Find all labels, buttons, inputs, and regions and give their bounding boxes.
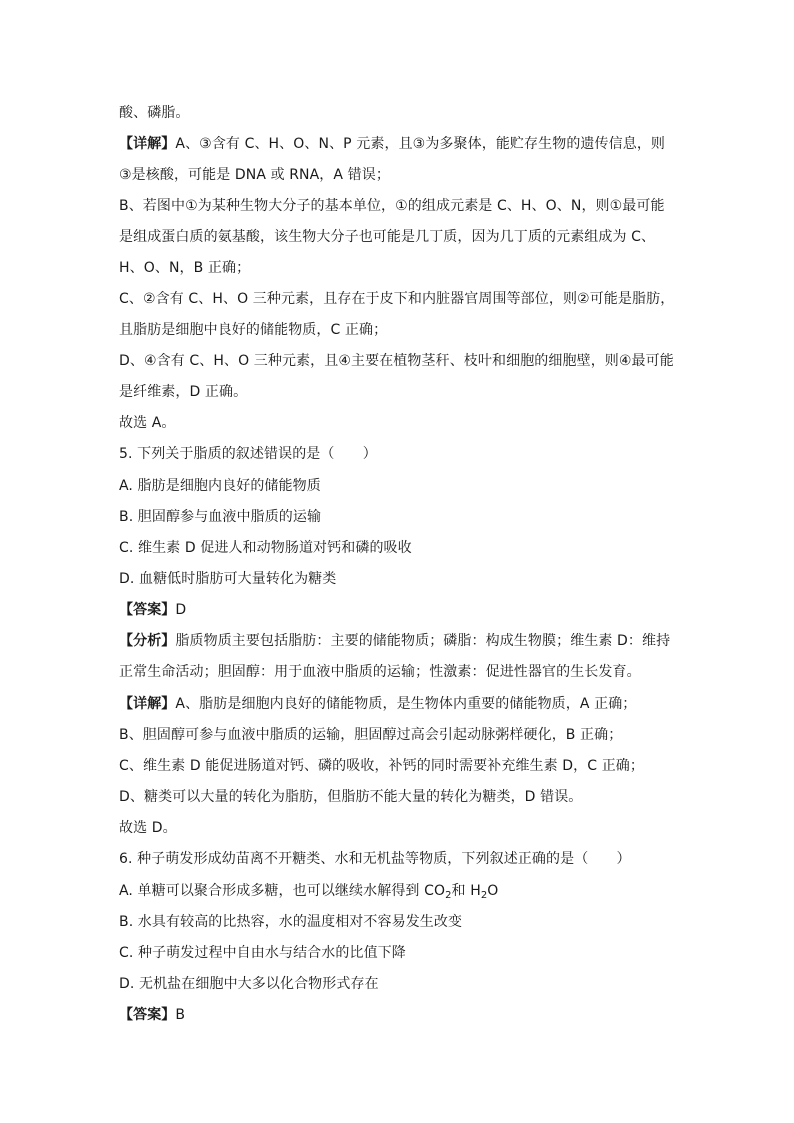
text-line: ③是核酸，可能是 DNA 或 RNA，A 错误；: [119, 167, 390, 183]
question-5: 5. 下列关于脂质的叙述错误的是（ ）: [119, 446, 377, 462]
text-line: 【分析】脂质物质主要包括脂肪：主要的储能物质；磷脂：构成生物膜；维生素 D：维持: [119, 633, 671, 649]
text-line: H、O、N，B 正确；: [119, 260, 251, 276]
question-6: 6. 种子萌发形成幼苗离不开糖类、水和无机盐等物质，下列叙述正确的是（ ）: [119, 851, 631, 867]
option-b: B. 胆固醇参与血液中脂质的运输: [119, 509, 322, 525]
option-a: A. 单糖可以聚合形成多糖，也可以继续水解得到 $CO_2$和 $H_2O$: [119, 883, 499, 901]
text-line: B、胆固醇可参与血液中脂质的运输，胆固醇过高会引起动脉粥样硬化，B 正确；: [119, 727, 623, 743]
answer-line: 【答案】B: [119, 1007, 186, 1023]
text-line: 故选 A。: [119, 415, 176, 431]
option-b: B. 水具有较高的比热容，水的温度相对不容易发生改变: [119, 914, 463, 930]
option-d: D. 无机盐在细胞中大多以化合物形式存在: [119, 976, 379, 992]
text-line: 是组成蛋白质的氨基酸，该生物大分子也可能是几丁质，因为几丁质的元素组成为 C、: [119, 229, 656, 245]
section-tag: 【答案】: [119, 1007, 176, 1023]
section-tag: 【分析】: [119, 633, 176, 649]
text-line: D、④含有 C、H、O 三种元素，且④主要在植物茎秆、枝叶和细胞的细胞壁，则④最可能: [119, 353, 674, 369]
text-line: 【详解】A、脂肪是细胞内良好的储能物质，是生物体内重要的储能物质，A 正确；: [119, 696, 637, 712]
section-tag: 【详解】: [119, 136, 176, 152]
text-line: B、若图中①为某种生物大分子的基本单位，①的组成元素是 C、H、O、N，则①最可能: [119, 198, 665, 214]
text-line: C、维生素 D 能促进肠道对钙、磷的吸收，补钙的同时需要补充维生素 D，C 正确；: [119, 758, 645, 774]
section-tag: 【答案】: [119, 602, 176, 618]
text-line: 是纤维素，D 正确。: [119, 384, 248, 400]
text-line: 且脂肪是细胞中良好的储能物质，C 正确；: [119, 322, 388, 338]
option-a: A. 脂肪是细胞内良好的储能物质: [119, 478, 321, 494]
text-line: C、②含有 C、H、O 三种元素，且存在于皮下和内脏器官周围等部位，则②可能是脂肪，: [119, 291, 675, 307]
text-line: 故选 D。: [119, 820, 177, 836]
text-line: 正常生命活动；胆固醇：用于血液中脂质的运输；性激素：促进性器官的生长发育。: [119, 664, 641, 680]
text-line: 酸、磷脂。: [119, 105, 190, 121]
option-c: C. 种子萌发过程中自由水与结合水的比值下降: [119, 945, 406, 961]
text-line: D、糖类可以大量的转化为脂肪，但脂肪不能大量的转化为糖类，D 错误。: [119, 789, 583, 805]
section-tag: 【详解】: [119, 696, 176, 712]
option-d: D. 血糖低时脂肪可大量转化为糖类: [119, 571, 337, 587]
answer-line: 【答案】D: [119, 602, 187, 618]
option-c: C. 维生素 D 促进人和动物肠道对钙和磷的吸收: [119, 540, 412, 556]
text-line: 【详解】A、③含有 C、H、O、N、P 元素，且③为多聚体，能贮存生物的遗传信息，则: [119, 136, 666, 152]
